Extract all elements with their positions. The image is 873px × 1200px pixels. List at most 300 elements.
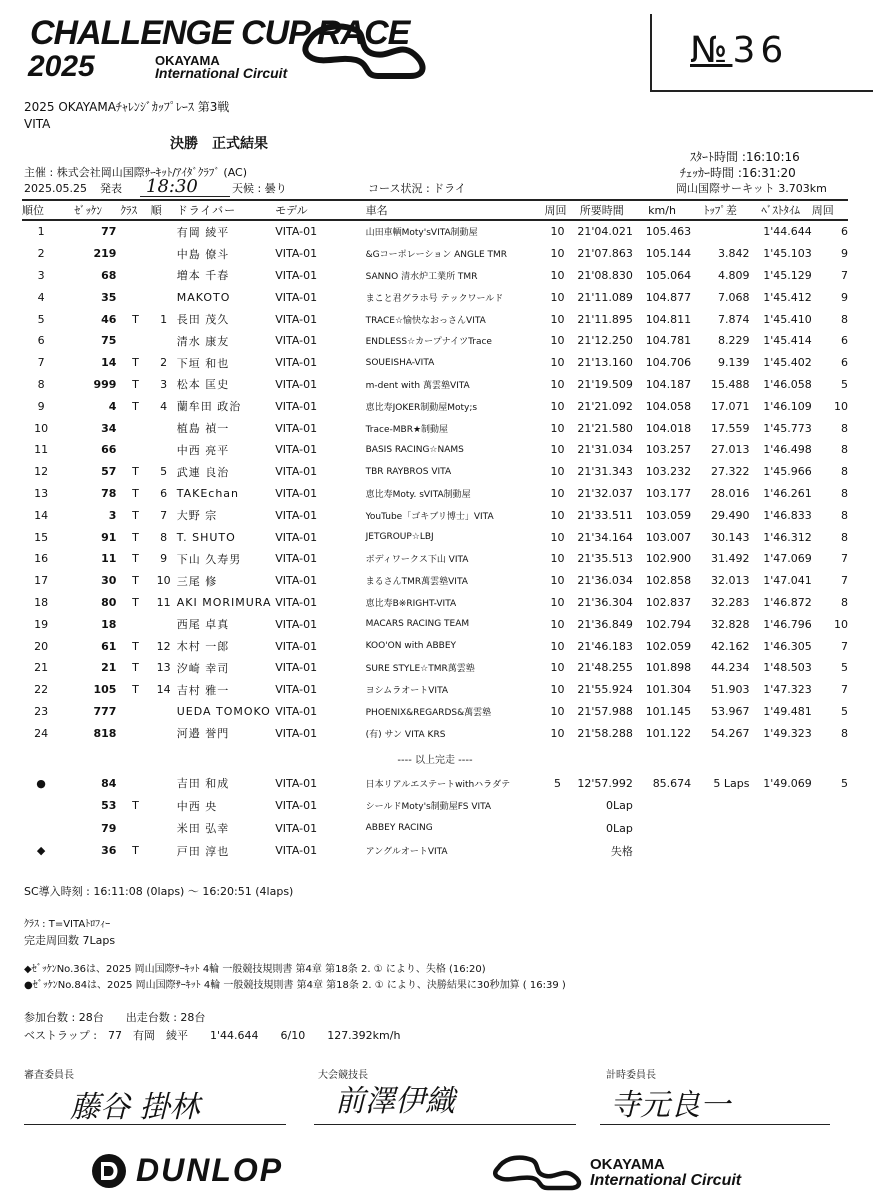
- cell-driver: 蘭牟田 政治: [176, 400, 242, 414]
- table-row: [22, 548, 848, 570]
- cell-total-time: 21'13.160: [577, 356, 633, 370]
- cell-model: VITA-01: [275, 356, 318, 370]
- cell-total-time: 21'12.250: [577, 334, 633, 348]
- cell-number: 4: [108, 399, 117, 413]
- cell-speed: 102.794: [645, 617, 692, 631]
- cell-model: VITA-01: [275, 247, 318, 261]
- cell-speed: 101.304: [645, 683, 692, 697]
- cell-class: [120, 439, 150, 461]
- cell-best-lap: 9: [841, 247, 848, 261]
- announce-underline: [140, 196, 230, 197]
- cell-car-name: アングルオートVITA: [365, 847, 448, 858]
- cell-class: T: [132, 799, 139, 813]
- cell-best-time: 1'45.412: [763, 290, 812, 304]
- cell-model: VITA-01: [275, 530, 318, 544]
- col-model: モデル: [275, 200, 365, 220]
- cell-class-rank: [151, 439, 177, 461]
- cell-position: 15: [34, 530, 49, 544]
- cell-total-time: 21'58.288: [577, 726, 633, 740]
- cell-gap: 7.874: [717, 312, 750, 326]
- cell-model: VITA-01: [275, 683, 318, 697]
- cell-model: VITA-01: [275, 225, 318, 239]
- cell-class-rank: [151, 840, 177, 863]
- cell-laps: 10: [550, 399, 565, 413]
- cell-total-time: 21'21.092: [577, 399, 633, 413]
- cell-best-lap: 8: [841, 443, 848, 457]
- cell-class-rank: [151, 613, 177, 635]
- dunlop-flying-d-icon: [90, 1152, 128, 1190]
- cell-best-lap: 5: [841, 704, 848, 718]
- cell-gap: 54.267: [710, 726, 750, 740]
- cell-car-name: まこと君グラホ号 テックワールド: [365, 293, 504, 304]
- cell-gap: 30.143: [710, 530, 750, 544]
- cell-model: VITA-01: [275, 290, 318, 304]
- cell-best-time: 1'45.103: [763, 247, 812, 261]
- cell-laps: 10: [550, 726, 565, 740]
- cell-car-name: ヨシムラオートVITA: [365, 686, 449, 697]
- cell-best-lap: 10: [834, 617, 848, 631]
- cell-class-rank: [151, 417, 177, 439]
- cell-best-time: 1'49.481: [763, 704, 812, 718]
- cell-number: 777: [93, 704, 117, 718]
- cell-position: 2: [37, 247, 45, 261]
- cell-best-lap: 7: [841, 574, 848, 588]
- cell-model: VITA-01: [275, 726, 318, 740]
- cell-gap: 51.903: [710, 683, 750, 697]
- table-row: [22, 504, 848, 526]
- logo-okayama-text: OKAYAMA: [155, 53, 220, 68]
- table-row: [22, 265, 848, 287]
- cell-speed: 101.122: [645, 726, 692, 740]
- finishers-separator-row: [22, 744, 848, 772]
- cell-gap: 15.488: [710, 377, 750, 391]
- cell-car-name: ボディワークス下山 VITA: [365, 555, 469, 566]
- cell-laps: [544, 795, 570, 818]
- cell-class: T: [132, 639, 139, 653]
- cell-class-rank: [151, 722, 177, 744]
- cell-best-lap: 6: [841, 356, 848, 370]
- cell-best-time: 1'45.773: [763, 421, 812, 435]
- cell-number: 3: [108, 508, 117, 522]
- cell-driver: 清水 康友: [176, 334, 230, 348]
- cell-position: 12: [34, 465, 49, 479]
- table-row: [22, 461, 848, 483]
- table-row: [22, 374, 848, 396]
- cell-model: VITA-01: [275, 595, 318, 609]
- cell-gap: 4.809: [717, 268, 750, 282]
- cell-model: VITA-01: [275, 268, 318, 282]
- col-car-name: 車名: [366, 200, 545, 220]
- cell-class: [120, 772, 150, 795]
- cell-class-rank: 10: [156, 574, 171, 588]
- cell-driver: 長田 茂久: [176, 313, 230, 327]
- cell-laps: 10: [550, 595, 565, 609]
- cell-driver: 増本 千春: [176, 269, 230, 283]
- cell-total-time: 21'31.034: [577, 443, 633, 457]
- cell-total-time: 0Lap: [606, 799, 633, 813]
- cell-driver: 河邉 誉門: [176, 727, 230, 741]
- col-best-lap: 周回: [812, 200, 848, 220]
- cell-car-name: m-dent with 萬雲塾VITA: [365, 380, 470, 391]
- cell-best-lap: 9: [841, 290, 848, 304]
- cell-total-time: 21'04.021: [577, 225, 633, 239]
- logo-circuit-text: International Circuit: [155, 65, 288, 81]
- race-director-signature: 前澤伊織: [335, 1084, 455, 1119]
- cell-laps: [544, 817, 570, 840]
- table-row: [22, 308, 848, 330]
- cell-model: VITA-01: [275, 704, 318, 718]
- cell-position: 18: [34, 595, 49, 609]
- cell-gap: 42.162: [710, 639, 750, 653]
- cell-best-time: 1'45.129: [763, 268, 812, 282]
- judge-chair-label: 審査委員長: [24, 1070, 74, 1081]
- cell-laps: 10: [550, 639, 565, 653]
- cell-best-time: 1'46.305: [763, 639, 812, 653]
- event-logo-title: CHALLENGE CUP RACE: [30, 14, 410, 52]
- cell-speed: [633, 795, 691, 818]
- cell-car-name: まるさんTMR萬雲塾VITA: [365, 577, 468, 588]
- cell-model: VITA-01: [275, 443, 318, 457]
- cell-best-lap: 8: [841, 421, 848, 435]
- cell-laps: 10: [550, 334, 565, 348]
- cell-class: [120, 417, 150, 439]
- cell-speed: [633, 840, 691, 863]
- cell-gap: 27.322: [710, 465, 750, 479]
- cell-speed: 102.837: [645, 595, 692, 609]
- col-speed: km/h: [633, 200, 691, 220]
- cell-speed: 104.187: [645, 377, 692, 391]
- cell-gap: 44.234: [710, 661, 750, 675]
- cell-car-name: 山田車輌Moty'sVITA制動屋: [365, 228, 478, 239]
- cell-best-lap: 8: [841, 486, 848, 500]
- cell-class: [120, 613, 150, 635]
- finishers-separator: ---- 以上完走 ----: [397, 754, 473, 766]
- cell-speed: 105.463: [645, 225, 692, 239]
- cell-laps: 10: [550, 443, 565, 457]
- cell-total-time: 21'31.343: [577, 465, 633, 479]
- cell-best-lap: 7: [841, 268, 848, 282]
- cell-best-lap: 10: [834, 399, 848, 413]
- date: 2025.05.25: [24, 182, 87, 195]
- cell-model: VITA-01: [275, 639, 318, 653]
- cell-car-name: JETGROUP☆LBJ: [365, 532, 434, 543]
- cell-model: VITA-01: [275, 399, 318, 413]
- table-row: [22, 840, 848, 863]
- cell-laps: 10: [550, 661, 565, 675]
- cell-class-rank: 9: [160, 552, 168, 566]
- cell-number: 818: [93, 726, 117, 740]
- cell-speed: 85.674: [652, 776, 692, 790]
- cell-car-name: 恵比寿B※RIGHT-VITA: [365, 598, 457, 609]
- cell-class-rank: [151, 243, 177, 265]
- table-row: [22, 439, 848, 461]
- cell-driver: 木村 一郎: [176, 640, 230, 654]
- cell-laps: [544, 840, 570, 863]
- cell-best-time: 1'45.402: [763, 356, 812, 370]
- cell-best-time: 1'46.796: [763, 617, 812, 631]
- cell-gap: [691, 220, 749, 243]
- start-time: ｽﾀｰﾄ時間 :16:10:16: [690, 150, 800, 164]
- col-driver: ドライバー: [177, 200, 275, 220]
- cell-car-name: MACARS RACING TEAM: [365, 619, 470, 630]
- cell-laps: 10: [550, 247, 565, 261]
- table-row: [22, 286, 848, 308]
- cell-gap: 27.013: [710, 443, 750, 457]
- cell-laps: 10: [550, 268, 565, 282]
- cell-number: 53: [101, 799, 117, 813]
- cell-model: VITA-01: [275, 508, 318, 522]
- cell-position: 13: [34, 486, 49, 500]
- cell-laps: 10: [550, 377, 565, 391]
- cell-gap: 28.016: [710, 486, 750, 500]
- cell-best-lap: 5: [841, 377, 848, 391]
- cell-class: [120, 722, 150, 744]
- cell-best-lap: 8: [841, 465, 848, 479]
- cell-position: 6: [37, 334, 45, 348]
- cell-position: 8: [37, 377, 45, 391]
- cell-number: 79: [101, 821, 117, 835]
- table-row: [22, 483, 848, 505]
- cell-best-time: 1'46.833: [763, 508, 812, 522]
- cell-gap: 31.492: [710, 552, 750, 566]
- complete-laps: 完走周回数 7Laps: [24, 934, 116, 947]
- best-lap-summary: ベストラップ : 77 有岡 綾平 1'44.644 6/10 127.392km/h: [24, 1029, 401, 1042]
- cell-class: T: [132, 661, 139, 675]
- cell-best-lap: 6: [841, 225, 848, 239]
- cell-total-time: 21'34.164: [577, 530, 633, 544]
- bottom-okayama-text: OKAYAMA: [590, 1156, 665, 1173]
- cell-car-name: YouTube「ゴキブリ博士」VITA: [365, 511, 494, 522]
- cell-laps: 10: [550, 421, 565, 435]
- cell-car-name: SANNO 清水炉工業所 TMR: [365, 271, 478, 282]
- cell-speed: 102.059: [645, 639, 692, 653]
- signature-line-3: [600, 1124, 830, 1125]
- timekeeper-signature: 寺元良一: [610, 1088, 730, 1123]
- cell-best-time: 1'48.503: [763, 661, 812, 675]
- cell-car-name: シールドMoty's制動屋FS VITA: [365, 802, 492, 813]
- cell-model: VITA-01: [275, 799, 318, 813]
- cell-speed: 104.706: [645, 356, 692, 370]
- cell-class: [120, 286, 150, 308]
- cell-car-name: (有) サン VITA KRS: [365, 729, 446, 740]
- cell-total-time: 21'11.089: [577, 290, 633, 304]
- cell-class-rank: [151, 772, 177, 795]
- cell-best-lap: 8: [841, 508, 848, 522]
- table-row: [22, 657, 848, 679]
- col-best-time: ﾍﾞｽﾄﾀｲﾑ: [749, 200, 811, 220]
- cell-class-rank: 4: [160, 399, 168, 413]
- cell-number: 84: [101, 776, 117, 790]
- cell-best-lap: 7: [841, 639, 848, 653]
- cell-position: 23: [34, 704, 49, 718]
- cell-best-time: [749, 840, 811, 863]
- dunlop-logo-text: DUNLOP: [136, 1152, 284, 1188]
- table-header-row: [22, 200, 848, 220]
- cell-position: 10: [34, 421, 49, 435]
- cell-number: 30: [101, 574, 117, 588]
- cell-driver: 中島 僚斗: [176, 247, 230, 261]
- cell-class-rank: 5: [160, 465, 168, 479]
- cell-speed: 103.059: [645, 508, 692, 522]
- cell-class: T: [132, 595, 139, 609]
- cell-total-time: 21'46.183: [577, 639, 633, 653]
- table-row: [22, 592, 848, 614]
- cell-class: T: [132, 844, 139, 858]
- cell-model: VITA-01: [275, 421, 318, 435]
- event-title: 2025 OKAYAMAﾁｬﾚﾝｼﾞｶｯﾌﾟﾚｰｽ 第3戦: [24, 100, 230, 114]
- cell-laps: 10: [550, 486, 565, 500]
- cell-class-rank: 13: [156, 661, 171, 675]
- col-class: ｸﾗｽ: [120, 200, 150, 220]
- signature-line-2: [314, 1124, 576, 1125]
- cell-best-time: 1'47.069: [763, 552, 812, 566]
- cell-model: VITA-01: [275, 377, 318, 391]
- cell-laps: 10: [550, 225, 565, 239]
- class-note: ｸﾗｽ : T=VITAﾄﾛﾌｨｰ: [24, 919, 111, 930]
- cell-best-lap: [812, 795, 848, 818]
- cell-laps: 10: [550, 530, 565, 544]
- cell-speed: 101.145: [645, 704, 692, 718]
- results-table: [22, 199, 848, 862]
- cell-class: T: [132, 399, 139, 413]
- circuit-map-icon: [300, 20, 435, 80]
- cell-position: ●: [36, 776, 46, 790]
- cell-best-time: 1'46.872: [763, 595, 812, 609]
- cell-driver: 植島 禎一: [176, 422, 230, 436]
- cell-driver: 有岡 綾平: [176, 225, 230, 239]
- cell-position: 16: [34, 552, 49, 566]
- table-row: [22, 526, 848, 548]
- cell-gap: [691, 840, 749, 863]
- cell-class: [120, 265, 150, 287]
- cell-class-rank: 12: [156, 639, 171, 653]
- table-row: [22, 772, 848, 795]
- cell-gap: 29.490: [710, 508, 750, 522]
- cell-driver: 戸田 淳也: [176, 844, 230, 858]
- cell-class-rank: [151, 286, 177, 308]
- cell-speed: 102.900: [645, 552, 692, 566]
- cell-number: 91: [101, 530, 117, 544]
- cell-number: 36: [101, 844, 117, 858]
- cell-best-time: 1'46.261: [763, 486, 812, 500]
- cell-class-rank: 1: [160, 312, 168, 326]
- cell-model: VITA-01: [275, 821, 318, 835]
- cell-gap: [691, 817, 749, 840]
- cell-driver: 中西 央: [176, 799, 218, 813]
- cell-laps: 10: [550, 683, 565, 697]
- cell-car-name: &Gコーポレーション ANGLE TMR: [365, 250, 508, 261]
- table-row: [22, 352, 848, 374]
- cell-number: 68: [101, 268, 117, 282]
- cell-total-time: 21'11.895: [577, 312, 633, 326]
- cell-speed: 104.811: [645, 312, 692, 326]
- cell-best-lap: 6: [841, 334, 848, 348]
- cell-total-time: 21'07.863: [577, 247, 633, 261]
- cell-class: [120, 220, 150, 243]
- cell-position: 24: [34, 726, 49, 740]
- cell-car-name: KOO'ON with ABBEY: [365, 641, 456, 652]
- course-condition: コース状況 : ドライ: [368, 182, 466, 195]
- cell-driver: 汐崎 幸司: [176, 661, 230, 675]
- cell-model: VITA-01: [275, 844, 318, 858]
- cell-number: 11: [101, 552, 117, 566]
- cell-position: 22: [34, 683, 49, 697]
- cell-total-time: 21'35.513: [577, 552, 633, 566]
- cell-total-time: 21'48.255: [577, 661, 633, 675]
- cell-number: 999: [93, 377, 117, 391]
- cell-gap: 3.842: [717, 247, 750, 261]
- cell-number: 21: [101, 661, 117, 675]
- cell-number: 61: [101, 639, 117, 653]
- cell-laps: 10: [550, 617, 565, 631]
- cell-position: 20: [34, 639, 49, 653]
- cell-position: 19: [34, 617, 49, 631]
- cell-speed: 101.898: [645, 661, 692, 675]
- cell-laps: 10: [550, 552, 565, 566]
- cell-laps: 10: [550, 574, 565, 588]
- table-row: [22, 395, 848, 417]
- cell-car-name: TRACE☆愉快なおっさんVITA: [365, 315, 486, 326]
- cell-driver: 吉田 和成: [176, 777, 230, 791]
- cell-class: [120, 243, 150, 265]
- table-row: [22, 817, 848, 840]
- okayama-circuit-icon: [492, 1152, 584, 1192]
- cell-model: VITA-01: [275, 312, 318, 326]
- cell-driver: 西尾 卓真: [176, 618, 230, 632]
- cell-driver: UEDA TOMOKO: [176, 704, 271, 718]
- cell-class-rank: [151, 817, 177, 840]
- event-logo-year: 2025: [28, 50, 95, 83]
- cell-laps: 10: [550, 465, 565, 479]
- cell-best-lap: 8: [841, 530, 848, 544]
- cell-class: T: [132, 530, 139, 544]
- cell-total-time: 21'32.037: [577, 486, 633, 500]
- cell-number: 77: [101, 225, 117, 239]
- cell-gap: [691, 795, 749, 818]
- cell-speed: 104.058: [645, 399, 692, 413]
- cell-speed: [633, 817, 691, 840]
- cell-class: T: [132, 312, 139, 326]
- cell-car-name: SOUEISHA-VITA: [365, 357, 435, 368]
- cell-number: 78: [101, 486, 117, 500]
- cell-driver: AKI MORIMURA: [176, 595, 272, 609]
- cell-car-name: 恵比寿JOKER制動屋Moty;s: [365, 402, 478, 413]
- cell-speed: 104.018: [645, 421, 692, 435]
- cell-speed: 103.257: [645, 443, 692, 457]
- cell-gap: 8.229: [717, 334, 750, 348]
- cell-laps: 10: [550, 312, 565, 326]
- cell-total-time: 失格: [610, 844, 633, 858]
- cell-driver: 三尾 修: [176, 574, 218, 588]
- cell-model: VITA-01: [275, 661, 318, 675]
- cell-position: [22, 817, 60, 840]
- cell-position: 14: [34, 508, 49, 522]
- cell-best-time: 1'44.644: [763, 225, 812, 239]
- cell-best-lap: 5: [841, 661, 848, 675]
- cell-model: VITA-01: [275, 552, 318, 566]
- circuit-length: 岡山国際サーキット 3.703km: [676, 182, 827, 195]
- table-row: [22, 570, 848, 592]
- cell-number: 34: [101, 421, 117, 435]
- cell-class-rank: 7: [160, 508, 168, 522]
- cell-total-time: 21'19.509: [577, 377, 633, 391]
- cell-gap: 32.013: [710, 574, 750, 588]
- cell-position: 7: [37, 356, 45, 370]
- cell-position: 4: [37, 290, 45, 304]
- cell-laps: 5: [554, 776, 562, 790]
- cell-speed: 103.232: [645, 465, 692, 479]
- cell-car-name: ENDLESS☆カープナイツTrace: [365, 337, 492, 348]
